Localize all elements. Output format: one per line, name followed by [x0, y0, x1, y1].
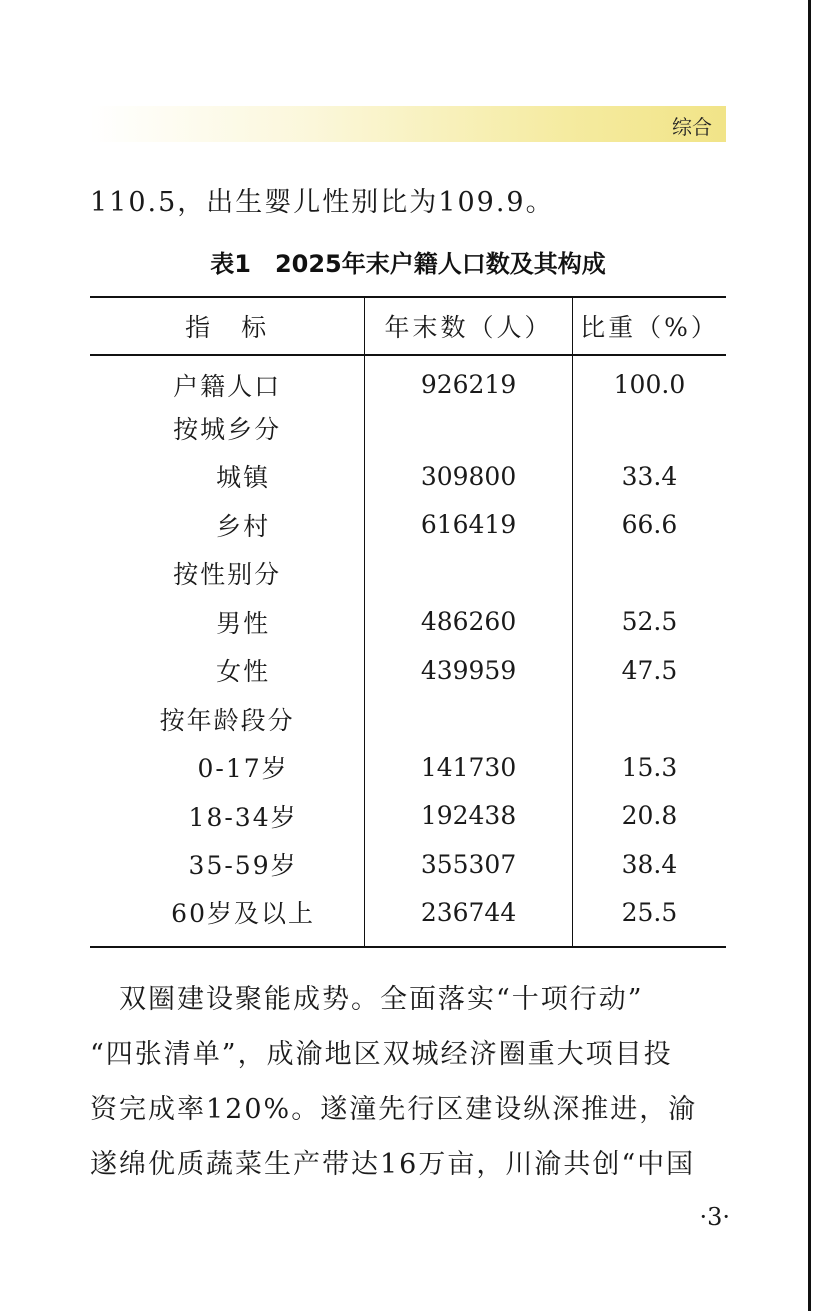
row-share	[572, 549, 726, 598]
table-row	[90, 792, 726, 841]
row-count: 486260	[365, 598, 573, 647]
row-label: 乡村	[90, 501, 365, 550]
section-header-band	[90, 106, 726, 142]
row-count: 236744	[365, 889, 573, 947]
row-share: 38.4	[621, 849, 678, 879]
table-header-row	[90, 297, 726, 355]
row-count: 141730	[365, 743, 573, 792]
row-count: 439959	[365, 646, 573, 695]
row-share: 33.4	[621, 461, 678, 491]
row-share: 52.5	[621, 607, 678, 637]
body-line-2: “四张清单”，成渝地区双城经济圈重大项目投	[90, 1039, 673, 1070]
row-count	[365, 695, 573, 744]
table-row	[90, 889, 726, 947]
table-row	[90, 743, 726, 792]
body-line-1: 双圈建设聚能成势。全面落实“十项行动”	[90, 984, 644, 1015]
row-count: 926219	[365, 355, 573, 404]
table-row	[90, 695, 726, 744]
body-line-3: 资完成率120%。遂潼先行区建设纵深推进，渝	[90, 1094, 698, 1125]
row-count	[365, 404, 573, 453]
row-share: 15.3	[621, 752, 678, 782]
row-count: 309800	[365, 452, 573, 501]
table-row	[90, 355, 726, 404]
table-row	[90, 501, 726, 550]
table-row	[90, 840, 726, 889]
row-label: 按性别分	[90, 549, 365, 598]
row-share	[572, 404, 726, 453]
row-label: 0-17岁	[90, 743, 365, 792]
row-share: 100.0	[613, 370, 686, 400]
column-header-share: 比重（%）	[572, 297, 726, 355]
row-label: 35-59岁	[90, 840, 365, 889]
row-count: 355307	[365, 840, 573, 889]
row-share: 47.5	[621, 655, 678, 685]
row-label: 城镇	[90, 452, 365, 501]
row-share	[572, 695, 726, 744]
row-share: 25.5	[572, 889, 726, 947]
column-header-indicator: 指 标	[90, 297, 365, 355]
page-number: ·3·	[699, 1203, 730, 1231]
row-label: 户籍人口	[90, 355, 365, 404]
row-label: 按城乡分	[90, 404, 365, 453]
population-table	[90, 296, 726, 948]
row-count: 616419	[365, 501, 573, 550]
table-row	[90, 404, 726, 453]
table-row	[90, 452, 726, 501]
row-label: 女性	[90, 646, 365, 695]
column-header-count: 年末数（人）	[365, 297, 573, 355]
table-row	[90, 598, 726, 647]
row-share: 20.8	[621, 801, 678, 831]
table-title: 表1 2025年末户籍人口数及其构成	[210, 250, 606, 278]
row-label: 按年龄段分	[90, 695, 365, 744]
row-share: 66.6	[621, 510, 678, 540]
row-label: 60岁及以上	[90, 889, 365, 947]
section-label: 综合	[672, 115, 712, 139]
table-body	[90, 355, 726, 947]
row-label: 男性	[90, 598, 365, 647]
intro-line: 110.5，出生婴儿性别比为109.9。	[90, 187, 555, 218]
row-count	[365, 549, 573, 598]
row-label: 18-34岁	[90, 792, 365, 841]
row-count: 192438	[365, 792, 573, 841]
table-row	[90, 549, 726, 598]
body-line-4: 遂绵优质蔬菜生产带达16万亩，川渝共创“中国	[90, 1149, 696, 1180]
table-row	[90, 646, 726, 695]
